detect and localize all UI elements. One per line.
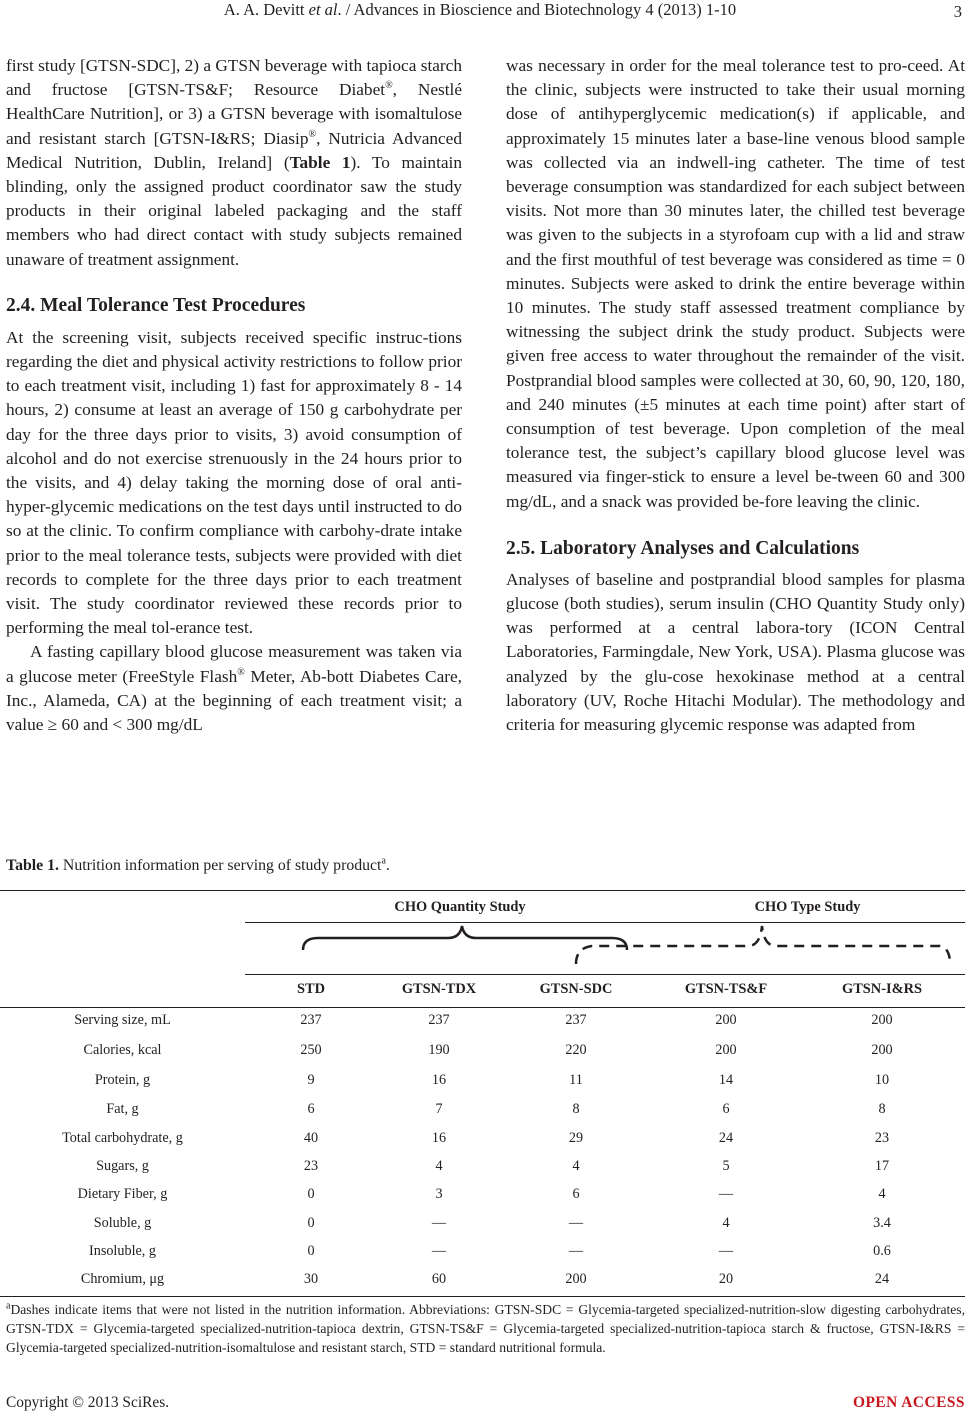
table-cell: 24 (874, 1271, 890, 1287)
study-brace-graphic (0, 890, 965, 970)
table-cell: — (568, 1243, 584, 1259)
table-cell: 6 (307, 1101, 315, 1117)
row-label: Protein, g (94, 1072, 151, 1088)
text-run: , Nestlé HealthCare Nutrition], or 3) a GTSN beverage with isomaltulose and resistant starch [GTSN-I&RS; Diasip (6, 80, 462, 148)
caption-footnote-mark: a (381, 855, 386, 867)
table-reference: Table 1 (289, 152, 351, 172)
paragraph-lab-analyses: Analyses of baseline and postprandial blood samples for plasma glucose (both studies), serum insulin (CHO Quantity Study only) was performed at a central labora-tory (ICON Central Laboratories, Farmingdale, New York, USA). Plasma glucose was analyzed by the glu-cose hexokinase method at a central laboratory (UV, Roche Hitachi Modular). The methodology and criteria for measuring glycemic response was adapted from (506, 569, 965, 735)
table-footnote (6, 1300, 965, 1357)
column-header-bottom-rule (0, 1007, 965, 1008)
paragraph-screening: At the screening visit, subjects received specific instruc-tions regarding the diet and physical activity restrictions to follow prior to each treatment visit, including 1) fast for approximately 8 - 14 hours, 2) consume at least an average of 150 g carbohydrate per day for the three days prior to visits, 3) avoid consumption of alcohol and do not exercise strenuously in the 24 hours prior to the visits, and 4) delay taking the morning dose of oral anti-hyper-glycemic medications on the test days until instructed to do so at the clinic. To confirm compliance with carbohy-drate intake prior to the meal tolerance tests, subjects were provided with diet records to complete for the three days prior to each treatment visit. The study coordinator reviewed these records prior to performing the meal tol-erance test. (6, 327, 462, 638)
footnote-text: Dashes indicate items that were not listed in the nutrition information. Abbreviations: GTSN-SDC = Glycemia-targeted specialized-nutrition-slow digesting carbohydrates, GTSN-TDX = Glycemia-targeted specialized-nutrition-tapioca dextrin, GTSN-TS&F = Glycemia-targeted specialized-nutrition-tapioca starch & fructose, GTSN-I&RS = Glycemia-targeted specialized-nutrition-isomaltulose and resistant starch, STD = standard nutritional formula. (6, 1302, 965, 1355)
text-run: , Nutricia Advanced Medical Nutrition, Dublin, Ireland] ( (6, 128, 462, 172)
table-cell: 0 (307, 1243, 315, 1259)
table-cell: 0.6 (873, 1243, 891, 1259)
table-cell: 5 (722, 1158, 730, 1174)
table-cell: 23 (303, 1158, 319, 1174)
right-column (506, 54, 965, 737)
table-cell: 190 (428, 1042, 450, 1058)
table-cell: 200 (565, 1271, 587, 1287)
row-label: Dietary Fiber, g (77, 1186, 168, 1202)
text-run: first study [GTSN-SDC], 2) a GTSN beverage with tapioca starch and fructose [GTSN-TS&F; Resource Diabet (6, 56, 462, 100)
table-cell: 237 (428, 1012, 450, 1028)
group-header-cho-quantity: CHO Quantity Study (394, 899, 526, 915)
caption-end: . (385, 857, 390, 874)
row-label: Soluble, g (93, 1215, 152, 1231)
text-run: Meter, Ab-bott Diabetes Care, Inc., Alameda, CA) at the beginning of each treatment visit; a value ≥ 60 and < 300 mg/dL (6, 666, 462, 735)
table-cell: 237 (565, 1012, 587, 1028)
registered-mark: ® (237, 666, 245, 678)
row-label: Chromium, μg (80, 1271, 165, 1287)
copyright: Copyright © 2013 SciRes. (6, 1394, 170, 1411)
table-cell: 3 (435, 1186, 443, 1202)
header-author: A. A. Devitt (223, 0, 309, 19)
table-cell: 8 (878, 1101, 886, 1117)
page-footer (6, 1394, 965, 1412)
col-header-gtsn-tdx: GTSN-TDX (401, 981, 477, 997)
table-cell: 16 (431, 1130, 447, 1146)
col-header-gtsn-sdc: GTSN-SDC (539, 981, 613, 997)
table-cell: 4 (435, 1158, 443, 1174)
table-cell: — (431, 1215, 447, 1231)
table-cell: 3.4 (873, 1215, 891, 1231)
table-bottom-rule (0, 1296, 965, 1297)
footnote-mark: a (6, 1300, 11, 1312)
table-cell: 4 (722, 1215, 730, 1231)
table-cell: 40 (303, 1130, 319, 1146)
table-cell: 16 (431, 1072, 447, 1088)
row-label: Sugars, g (96, 1158, 149, 1174)
table-cell: 250 (300, 1042, 322, 1058)
table-cell: 237 (300, 1012, 322, 1028)
header-journal: . / Advances in Bioscience and Biotechnology 4 (2013) 1-10 (337, 0, 737, 19)
open-access-label: OPEN ACCESS (853, 1394, 965, 1411)
row-label: Total carbohydrate, g (62, 1130, 183, 1146)
brace-cho-quantity (303, 926, 627, 950)
paragraph-blinding (6, 54, 462, 272)
table-cell: 4 (572, 1158, 580, 1174)
paragraph-fasting (6, 640, 462, 737)
registered-mark: ® (385, 80, 393, 92)
table-cell: 6 (722, 1101, 730, 1117)
row-label: Fat, g (106, 1101, 139, 1117)
table-cell: 30 (303, 1271, 319, 1287)
table-cell: 29 (568, 1130, 584, 1146)
col-header-std: STD (297, 981, 325, 997)
table-cell: 0 (307, 1215, 315, 1231)
caption-label: Table 1. (6, 857, 59, 874)
table-cell: 200 (715, 1042, 737, 1058)
table-cell: — (568, 1215, 584, 1231)
text-run: A fasting capillary blood glucose measurement was taken via a glucose meter (FreeStyle Flash (6, 642, 462, 686)
table-cell: 7 (435, 1101, 443, 1117)
table-cell: 24 (718, 1130, 734, 1146)
text-run: ). To maintain blinding, only the assigned product coordinator saw the study products in their original labeled packaging and the staff members who had direct contact with study subjects remained unaware of treatment assignment. (6, 152, 462, 269)
table-cell: 60 (431, 1271, 447, 1287)
table-cell: 8 (572, 1101, 580, 1117)
section-heading-2-4: 2.4. Meal Tolerance Test Procedures (6, 294, 306, 316)
row-label: Serving size, mL (74, 1012, 171, 1028)
table-cell: — (718, 1243, 734, 1259)
group-header-cho-type: CHO Type Study (754, 899, 861, 915)
table-cell: 4 (878, 1186, 886, 1202)
row-label: Insoluble, g (89, 1243, 156, 1259)
running-title (200, 0, 760, 20)
table-cell: 11 (569, 1072, 583, 1088)
table-cell: — (718, 1186, 734, 1202)
paragraph-clinic-procedure: was necessary in order for the meal tolerance test to pro-ceed. At the clinic, subjects were instructed to take their usual morning dose of antihyperglycemic medication(s) if applicable, and approximately 15 minutes later a base-line venous blood sample was collected via an indwell-ing catheter. The time of test beverage consumption was standardized for each subject between visits. Not more than 30 minutes later, the chilled test beverage was given to the subjects in a styrofoam cup with a lid and straw and the first mouthful of test beverage was considered as time = 0 minutes. Subjects were asked to drink the entire beverage within 10 minutes. The study staff assessed treatment compliance by witnessing the subject drink the study product. Subjects were given free access to water throughout the remainder of the visit. Postprandial blood samples were collected at 30, 60, 90, 120, 180, and 240 minutes (±5 minutes at each time point) after start of consumption of test beverage. Upon completion of the meal tolerance test, the subject’s capillary blood glucose level was measured via finger-stick to ensure a level be-tween 60 and 300 mg/dL, and a snack was provided be-fore leaving the clinic. (506, 56, 965, 511)
page-number: 3 (953, 2, 962, 21)
table-cell: 14 (718, 1072, 734, 1088)
row-label: Calories, kcal (83, 1042, 162, 1058)
table-cell: 23 (874, 1130, 890, 1146)
registered-mark: ® (308, 128, 317, 140)
left-column (6, 54, 462, 737)
table-cell: — (431, 1243, 447, 1259)
table-cell: 200 (871, 1012, 893, 1028)
section-heading-2-5: 2.5. Laboratory Analyses and Calculations (506, 537, 860, 559)
column-header-top-rule (245, 974, 965, 975)
caption-text: Nutrition information per serving of study product (58, 857, 382, 874)
table-cell: 0 (307, 1186, 315, 1202)
brace-cho-type (576, 926, 950, 964)
table-cell: 6 (572, 1186, 580, 1202)
table-cell: 200 (715, 1012, 737, 1028)
col-header-gtsn-irs: GTSN-I&RS (842, 981, 922, 997)
table-cell: 20 (718, 1271, 734, 1287)
table-cell: 200 (871, 1042, 893, 1058)
header-etal: et al (308, 0, 338, 19)
running-header (0, 0, 968, 24)
table-cell: 9 (307, 1072, 315, 1088)
table-cell: 17 (874, 1158, 890, 1174)
table-caption (6, 857, 390, 875)
table-cell: 10 (874, 1072, 890, 1088)
col-header-gtsn-tsf: GTSN-TS&F (684, 981, 768, 997)
table-cell: 220 (565, 1042, 587, 1058)
